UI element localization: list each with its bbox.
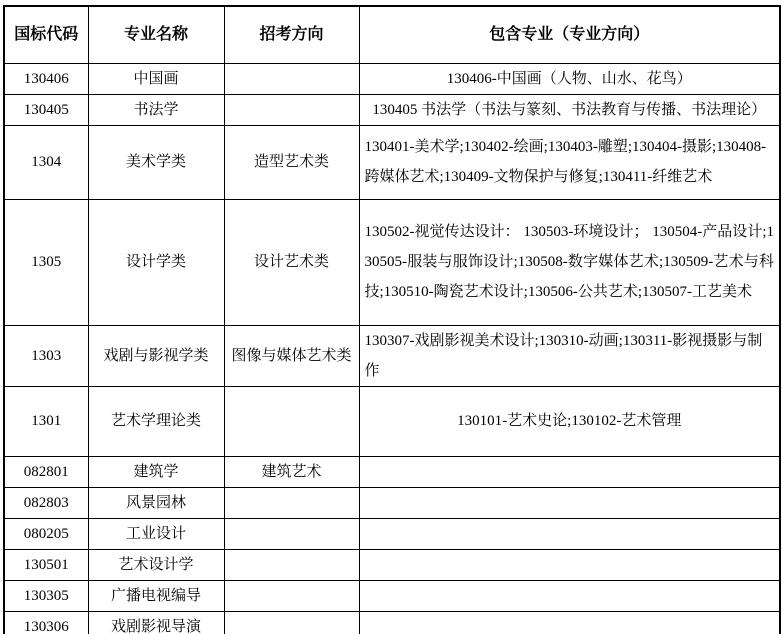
cell-name: 风景园林 xyxy=(88,487,224,518)
cell-majors: 130502-视觉传达设计： 130503-环境设计； 130504-产品设计;130505-服装与服饰设计;130508-数字媒体艺术;130509-艺术与科技;130510-陶瓷艺术设计;130506-公共艺术;130507-工艺美术 xyxy=(359,199,780,325)
cell-majors xyxy=(359,611,780,634)
cell-name: 书法学 xyxy=(88,94,224,125)
cell-code: 1301 xyxy=(4,386,88,456)
cell-direction: 造型艺术类 xyxy=(224,125,359,199)
cell-direction xyxy=(224,611,359,634)
table-body xyxy=(4,63,780,634)
header-cell-majors: 包含专业（专业方向） xyxy=(359,6,780,63)
table-row xyxy=(4,580,780,611)
cell-direction: 设计艺术类 xyxy=(224,199,359,325)
cell-code: 1303 xyxy=(4,325,88,386)
cell-code: 082803 xyxy=(4,487,88,518)
cell-name: 美术学类 xyxy=(88,125,224,199)
cell-direction: 建筑艺术 xyxy=(224,456,359,487)
table-row xyxy=(4,125,780,199)
cell-name: 艺术设计学 xyxy=(88,549,224,580)
cell-majors xyxy=(359,549,780,580)
cell-name: 戏剧与影视学类 xyxy=(88,325,224,386)
table-row xyxy=(4,199,780,325)
cell-direction xyxy=(224,63,359,94)
cell-name: 中国画 xyxy=(88,63,224,94)
cell-direction xyxy=(224,549,359,580)
table-row xyxy=(4,325,780,386)
cell-code: 130501 xyxy=(4,549,88,580)
cell-code: 1304 xyxy=(4,125,88,199)
cell-majors xyxy=(359,487,780,518)
cell-majors xyxy=(359,518,780,549)
table-row xyxy=(4,549,780,580)
header-row xyxy=(4,6,780,63)
cell-name: 建筑学 xyxy=(88,456,224,487)
cell-majors: 130307-戏剧影视美术设计;130310-动画;130311-影视摄影与制作 xyxy=(359,325,780,386)
cell-name: 艺术学理论类 xyxy=(88,386,224,456)
cell-code: 080205 xyxy=(4,518,88,549)
cell-code: 130305 xyxy=(4,580,88,611)
cell-direction xyxy=(224,386,359,456)
cell-direction xyxy=(224,94,359,125)
cell-code: 130306 xyxy=(4,611,88,634)
cell-direction xyxy=(224,487,359,518)
cell-majors: 130101-艺术史论;130102-艺术管理 xyxy=(359,386,780,456)
table-row xyxy=(4,386,780,456)
table-row xyxy=(4,63,780,94)
header-cell-direction: 招考方向 xyxy=(224,6,359,63)
cell-name: 广播电视编导 xyxy=(88,580,224,611)
cell-direction xyxy=(224,580,359,611)
table-row xyxy=(4,456,780,487)
cell-name: 工业设计 xyxy=(88,518,224,549)
cell-code: 130406 xyxy=(4,63,88,94)
cell-code: 1305 xyxy=(4,199,88,325)
cell-majors xyxy=(359,580,780,611)
cell-direction: 图像与媒体艺术类 xyxy=(224,325,359,386)
table-row xyxy=(4,611,780,634)
cell-code: 130405 xyxy=(4,94,88,125)
table-row xyxy=(4,487,780,518)
header-cell-name: 专业名称 xyxy=(88,6,224,63)
cell-direction xyxy=(224,518,359,549)
table-row xyxy=(4,94,780,125)
table-row xyxy=(4,518,780,549)
cell-majors: 130405 书法学（书法与篆刻、书法教育与传播、书法理论） xyxy=(359,94,780,125)
cell-majors: 130406-中国画（人物、山水、花鸟） xyxy=(359,63,780,94)
cell-name: 设计学类 xyxy=(88,199,224,325)
cell-majors: 130401-美术学;130402-绘画;130403-雕塑;130404-摄影;130408-跨媒体艺术;130409-文物保护与修复;130411-纤维艺术 xyxy=(359,125,780,199)
cell-code: 082801 xyxy=(4,456,88,487)
cell-majors xyxy=(359,456,780,487)
cell-name: 戏剧影视导演 xyxy=(88,611,224,634)
header-cell-code: 国标代码 xyxy=(4,6,88,63)
majors-table xyxy=(3,5,781,634)
